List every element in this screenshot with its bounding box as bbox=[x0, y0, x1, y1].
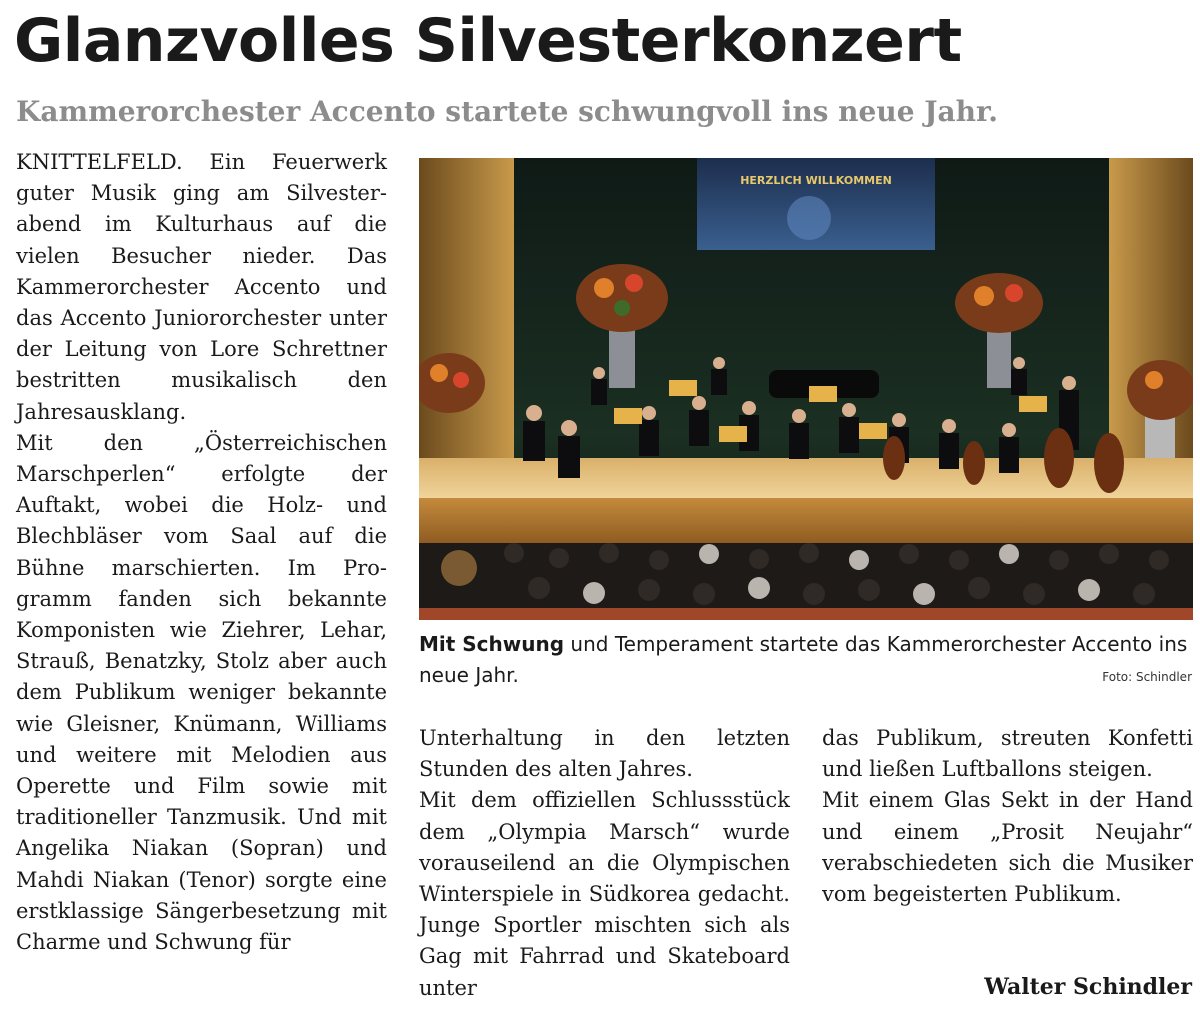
photo-credit: Foto: Schindler bbox=[1102, 670, 1192, 684]
author-byline: Walter Schindler bbox=[984, 974, 1192, 1000]
paragraph: Unterhaltung in den letzten Stunden des alten Jahres. bbox=[419, 726, 790, 782]
paragraph: KNITTELFELD. Ein Feuerwerk guter Musik ging am Silvesterabend im Kulturhaus auf die vielen Besucher nieder. Das Kammerorchester Accento und das Accento Juniororchester unter der Leitung von Lore Schrettner bestritten musikalisch den Jahresausklang. bbox=[16, 150, 387, 424]
subheadline: Kammerorchester Accento startete schwungvoll ins neue Jahr. bbox=[16, 95, 998, 128]
article-column-1 bbox=[16, 147, 387, 958]
paragraph: das Publikum, streuten Konfetti und ließen Luftballons steigen. bbox=[822, 726, 1193, 782]
concert-photo bbox=[419, 158, 1193, 620]
paragraph: Mit dem offiziellen Schlussstück dem „Olympia Marsch“ wurde vorauseilend an die Olympischen Winterspiele in Südkorea gedacht. Junge Sportler mischten sich als Gag mit Fahrrad und Skateboard unter bbox=[419, 788, 790, 1000]
screen-welcome-text: HERZLICH WILLKOMMEN bbox=[740, 174, 892, 187]
paragraph: Mit den „Österreichischen Marschperlen“ erfolgte der Auftakt, wobei die Holz- und Blechbläser vom Saal auf die Bühne marschierten. Im Programm fanden sich bekannte Komponisten wie Ziehrer, Lehar, Strauß, Benatzky, Stolz aber auch dem Publikum weniger bekannte wie Gleisner, Knümann, Williams und weitere mit Melodien aus Operette und Film sowie mit traditioneller Tanzmusik. Und mit Angelika Niakan (Sopran) und Mahdi Niakan (Tenor) sorgte eine erstklassige Sängerbesetzung mit Charme und Schwung für bbox=[16, 430, 387, 955]
article-column-3 bbox=[822, 723, 1193, 910]
caption-text: und Temperament startete das Kammerorchester Accento ins neue Jahr. bbox=[419, 632, 1188, 687]
photo-caption bbox=[419, 629, 1193, 691]
paragraph: Mit einem Glas Sekt in der Hand und einem „Prosit Neujahr“ verabschiedeten sich die Musiker vom begeisterten Publikum. bbox=[822, 788, 1193, 907]
caption-lead: Mit Schwung bbox=[419, 632, 565, 656]
headline: Glanzvolles Silvesterkonzert bbox=[14, 6, 962, 76]
article-column-2 bbox=[419, 723, 790, 1004]
